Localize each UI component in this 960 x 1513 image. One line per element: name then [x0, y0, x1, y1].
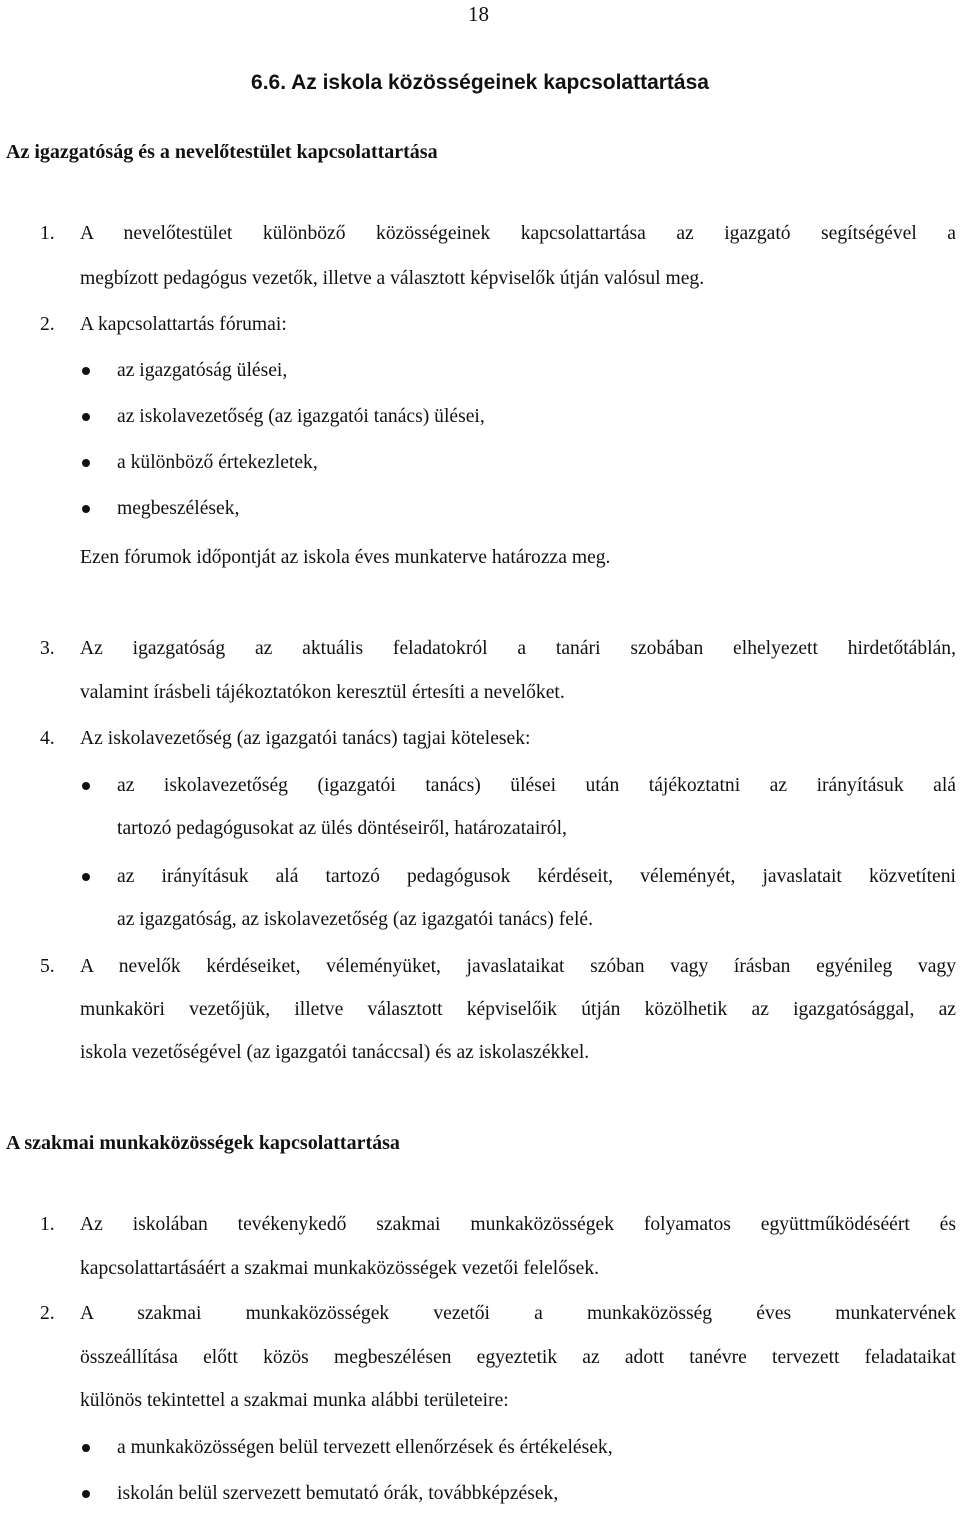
bullet-icon — [82, 459, 90, 467]
bullet-item-continuation: az igazgatóság, az iskolavezetőség (az igazgatói tanács) felé. — [117, 909, 593, 930]
paragraph-line: összeállítása előtt közös megbeszélésen egyeztetik az adott tanévre tervezett feladataikat — [80, 1347, 956, 1368]
bullet-item: iskolán belül szervezett bemutató órák, továbbképzések, — [117, 1483, 559, 1504]
bullet-item: az iskolavezetőség (az igazgatói tanács) ülései, — [117, 406, 485, 427]
bullet-icon — [82, 782, 90, 790]
paragraph-line: Az igazgatóság az aktuális feladatokról a tanári szobában elhelyezett hirdetőtáblán, — [80, 638, 956, 659]
item-number: 5. — [40, 956, 55, 977]
item-number: 4. — [40, 728, 55, 749]
bullet-icon — [82, 367, 90, 375]
item-number: 2. — [40, 1303, 55, 1324]
paragraph-line: valamint írásbeli tájékoztatókon keresztül értesíti a nevelőket. — [80, 682, 565, 703]
subheading-leadership: Az igazgatóság és a nevelőtestület kapcsolattartása — [6, 141, 438, 163]
paragraph-line: A kapcsolattartás fórumai: — [80, 314, 287, 335]
bullet-icon — [82, 1490, 90, 1498]
bullet-item: a munkaközösségen belül tervezett ellenőrzések és értékelések, — [117, 1437, 613, 1458]
bullet-item: a különböző értekezletek, — [117, 452, 318, 473]
bullet-item: az iskolavezetőség (igazgatói tanács) ülései után tájékoztatni az irányításuk alá — [117, 775, 956, 796]
item-number: 1. — [40, 1214, 55, 1235]
paragraph-line: Az iskolavezetőség (az igazgatói tanács) tagjai kötelesek: — [80, 728, 531, 749]
item-number: 1. — [40, 223, 55, 244]
bullet-item: megbeszélések, — [117, 498, 240, 519]
paragraph-line: megbízott pedagógus vezetők, illetve a választott képviselők útján valósul meg. — [80, 268, 705, 289]
paragraph-line: Ezen fórumok időpontját az iskola éves munkaterve határozza meg. — [80, 547, 611, 568]
paragraph-line: iskola vezetőségével (az igazgatói tanáccsal) és az iskolaszékkel. — [80, 1042, 590, 1063]
section-title: 6.6. Az iskola közösségeinek kapcsolattartása — [251, 71, 709, 94]
paragraph-line: A nevelőtestület különböző közösségeinek kapcsolattartása az igazgató segítségével a — [80, 223, 956, 244]
subheading-work-communities: A szakmai munkaközösségek kapcsolattartása — [6, 1132, 400, 1154]
paragraph-line: A szakmai munkaközösségek vezetői a munkaközösség éves munkatervének — [80, 1303, 956, 1324]
bullet-item: az igazgatóság ülései, — [117, 360, 288, 381]
item-number: 2. — [40, 314, 55, 335]
paragraph-line: Az iskolában tevékenykedő szakmai munkaközösségek folyamatos együttműködéséért és — [80, 1214, 956, 1235]
paragraph-line: különös tekintettel a szakmai munka alábbi területeire: — [80, 1390, 509, 1411]
bullet-icon — [82, 413, 90, 421]
bullet-item-continuation: tartozó pedagógusokat az ülés döntéseiről, határozatairól, — [117, 818, 567, 839]
bullet-icon — [82, 1444, 90, 1452]
bullet-icon — [82, 873, 90, 881]
paragraph-line: kapcsolattartásáért a szakmai munkaközösségek vezetői felelősek. — [80, 1258, 600, 1279]
page-number: 18 — [468, 2, 489, 26]
item-number: 3. — [40, 638, 55, 659]
paragraph-line: A nevelők kérdéseiket, véleményüket, javaslataikat szóban vagy írásban egyénileg vagy — [80, 956, 956, 977]
paragraph-line: munkaköri vezetőjük, illetve választott képviselőik útján közölhetik az igazgatósággal, az — [80, 999, 956, 1020]
bullet-icon — [82, 505, 90, 513]
bullet-item: az irányításuk alá tartozó pedagógusok kérdéseit, véleményét, javaslatait közvetíteni — [117, 866, 956, 887]
